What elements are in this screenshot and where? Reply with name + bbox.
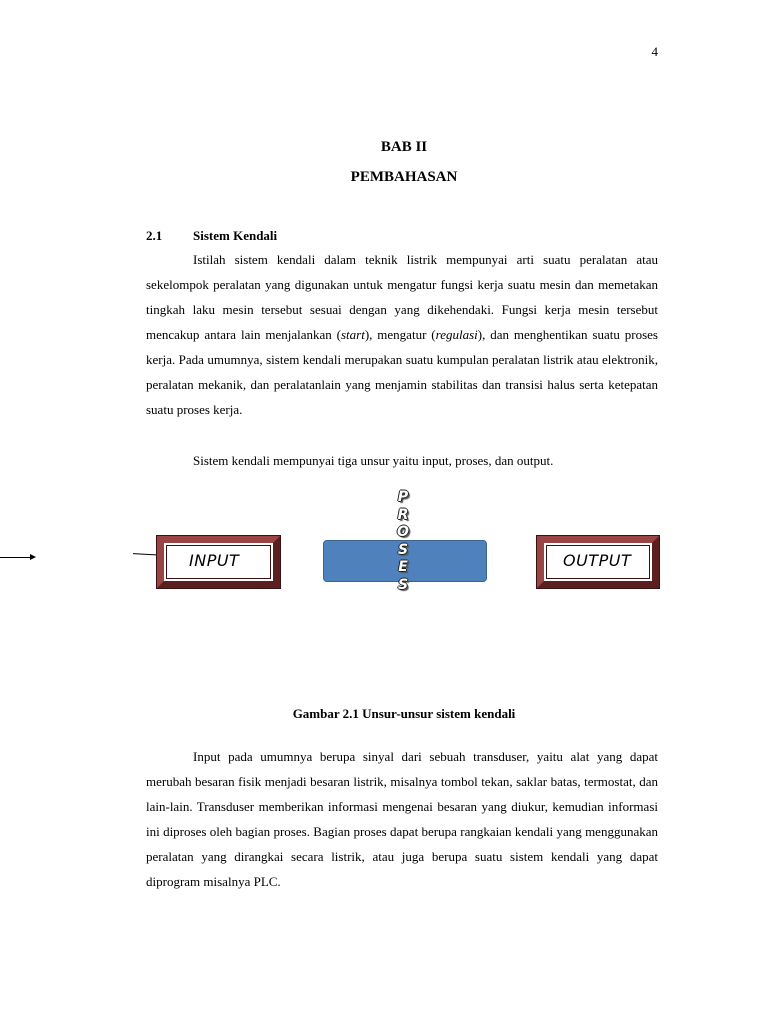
- paragraph3-text: Input pada umumnya berupa sinyal dari sebuah transduser, yaitu alat yang dapat merubah besaran fisik menjadi besaran listrik, misalnya tombol tekan, saklar batas, termostat, dan lain-lain. Transduser memberikan informasi mengenai besaran yang diukur, kemudian informasi ini diproses oleh bagian proses. Bagian proses dapat berupa rangkaian kendali yang menggunakan peralatan yang dirangkai secara listrik, atau juga berupa suatu sistem kendali yang dapat diprogram misalnya PLC.: [146, 749, 658, 889]
- term-regulasi: regulasi: [435, 327, 478, 342]
- paragraph1-part3: ), dan menghentikan suatu proses kerja. Pada umumnya, sistem kendali merupakan suatu kumpulan peralatan listrik atau elektronik, peralatan mekanik, dan peralatanlain yang menjamin stabilitas dan transisi halus serta ketepatan suatu proses kerja.: [146, 327, 658, 417]
- process-letter: S: [397, 576, 409, 593]
- process-letter: P: [397, 489, 409, 505]
- section-heading: [146, 228, 277, 244]
- paragraph-unsur: [146, 448, 658, 473]
- process-letter: O: [397, 524, 409, 540]
- term-start: start: [340, 327, 365, 342]
- process-letter: R: [397, 506, 409, 523]
- process-label: [396, 489, 410, 594]
- input-label: INPUT: [166, 545, 271, 579]
- section-number: 2.1: [146, 228, 163, 243]
- figure-caption: Gambar 2.1 Unsur-unsur sistem kendali: [292, 706, 516, 721]
- output-box: [537, 536, 659, 588]
- chapter-label: BAB II: [380, 139, 428, 155]
- section-title: Sistem Kendali: [193, 228, 278, 243]
- input-box: [157, 536, 280, 588]
- output-label: OUTPUT: [546, 545, 650, 579]
- control-system-diagram: [0, 485, 768, 645]
- process-letter: E: [398, 559, 408, 575]
- paragraph-sistem-kendali: [146, 247, 658, 422]
- paragraph1-part1: Istilah sistem kendali dalam teknik listrik mempunyai arti suatu peralatan atau sekelompok peralatan yang digunakan untuk mengatur fungsi kerja suatu mesin dan memetakan tingkah laku mesin tersebut sesuai dengan yang dikehendaki. Fungsi kerja mesin tersebut mencakup antara lain menjalankan (: [146, 252, 658, 342]
- process-letter: S: [397, 541, 409, 558]
- paragraph-input: [146, 744, 658, 894]
- paragraph1-part2: ), mengatur (: [364, 327, 436, 342]
- paragraph2-text: Sistem kendali mempunyai tiga unsur yaitu input, proses, dan output.: [193, 453, 554, 468]
- chapter-title: PEMBAHASAN: [350, 169, 458, 185]
- external-arrow: [0, 557, 32, 558]
- page-number: 4: [651, 44, 658, 59]
